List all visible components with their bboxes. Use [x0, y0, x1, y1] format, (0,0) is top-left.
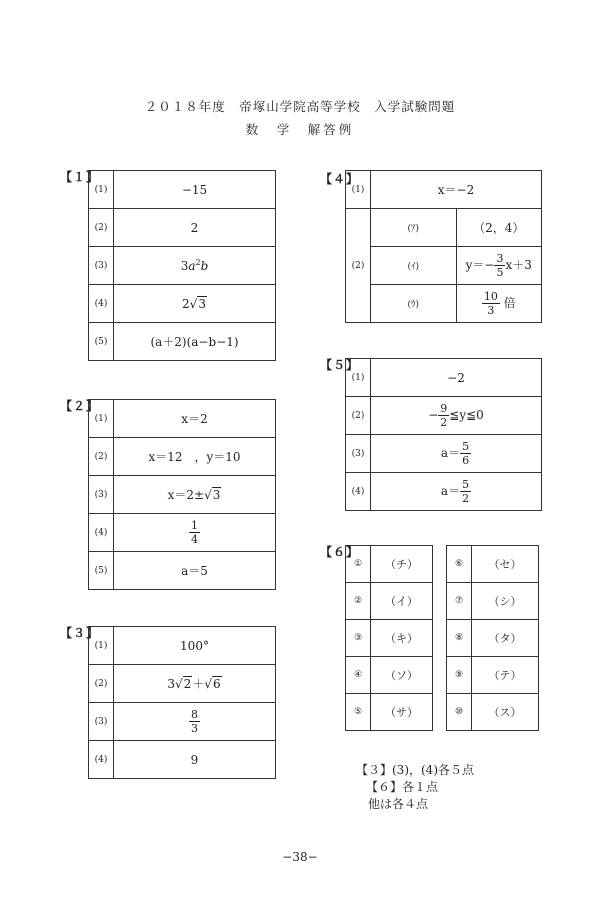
denominator: 4 [191, 533, 198, 546]
answer-value [456, 285, 542, 323]
question-number: (3) [89, 476, 114, 514]
table-row [89, 703, 276, 741]
question-number: ⑥ [447, 546, 472, 583]
question-number: (1) [346, 171, 371, 209]
square-root: √6 [204, 677, 221, 691]
table-row [89, 741, 276, 779]
exponent: 2 [195, 258, 201, 267]
question-number: (4) [89, 514, 114, 552]
question-number: ① [346, 546, 371, 583]
numerator: 3 [496, 252, 504, 265]
table-row [346, 435, 542, 473]
section-6-label: 【６】 [320, 545, 360, 559]
question-number: (5) [89, 552, 114, 590]
answer-value: （テ） [472, 657, 539, 694]
denominator: 3 [191, 722, 198, 735]
question-number: (3) [89, 247, 114, 285]
answer-value: 100° [114, 627, 276, 665]
section-2-table [88, 399, 276, 590]
section-6-left-table [345, 545, 433, 731]
sub-question-label: (ｱ) [371, 209, 457, 247]
answer-prefix: x＝2± [167, 488, 205, 502]
table-row [89, 171, 276, 209]
answer-suffix: 倍 [503, 296, 516, 310]
answer-value: （チ） [371, 546, 433, 583]
question-number: ⑧ [447, 620, 472, 657]
fraction [189, 520, 200, 545]
question-number: ⑤ [346, 694, 371, 731]
answer-value: 9 [114, 741, 276, 779]
radicand: 3 [212, 488, 221, 502]
answer-value: −15 [114, 171, 276, 209]
answer-value: x＝12 ，y＝10 [114, 438, 276, 476]
table-row [346, 171, 542, 209]
fraction [460, 479, 471, 504]
answer-prefix: − [428, 408, 439, 422]
radicand: 3 [198, 296, 206, 311]
square-root: √3 [189, 296, 206, 311]
denominator: 6 [462, 454, 470, 467]
answer-value: −2 [371, 359, 542, 397]
sub-question-label: (ｲ) [371, 247, 457, 285]
answer-value [114, 285, 276, 323]
table-row [447, 657, 539, 694]
question-number: (1) [89, 171, 114, 209]
fraction [438, 403, 449, 428]
answer-value: x＝2 [114, 400, 276, 438]
answer-value: x＝−2 [371, 171, 542, 209]
table-row [89, 209, 276, 247]
table-row [89, 514, 276, 552]
answer-value: (a＋2)(a−b−1) [114, 323, 276, 361]
table-row [346, 397, 542, 435]
answer-value: （タ） [472, 620, 539, 657]
scoring-note: 【３】(3)，(4)各５点 [356, 763, 474, 777]
numerator: 1 [191, 519, 198, 532]
table-row [447, 620, 539, 657]
radicand: 2 [183, 677, 192, 691]
scoring-notes [356, 762, 474, 813]
table-row [89, 285, 276, 323]
question-number: ⑨ [447, 657, 472, 694]
question-number: ⑩ [447, 694, 472, 731]
answer-value: （2，4） [456, 209, 542, 247]
table-row [89, 400, 276, 438]
answer-value: a＝5 [114, 552, 276, 590]
table-row [89, 247, 276, 285]
answer-prefix: y＝− [465, 258, 495, 272]
answer-value: （キ） [371, 620, 433, 657]
square-root: √2 [175, 677, 192, 691]
numerator: 5 [462, 478, 470, 491]
denominator: 5 [496, 266, 504, 279]
variable-b: b [200, 259, 209, 273]
section-4-label: 【４】 [320, 172, 360, 186]
answer-prefix: a＝ [440, 446, 461, 460]
section-3-label: 【３】 [60, 626, 100, 640]
question-number: (2) [346, 209, 371, 323]
table-row [89, 627, 276, 665]
table-row [346, 583, 433, 620]
coefficient: 2 [182, 296, 190, 311]
table-row [346, 657, 433, 694]
table-row [447, 694, 539, 731]
answer-suffix: ≦y≦0 [449, 408, 484, 422]
question-number: (1) [346, 359, 371, 397]
section-3-table [88, 626, 276, 779]
question-number: (4) [346, 473, 371, 511]
answer-value [371, 473, 542, 511]
table-row [89, 552, 276, 590]
answer-value [114, 665, 276, 703]
fraction [494, 253, 505, 278]
variable-a: a [188, 259, 196, 273]
answer-value [114, 476, 276, 514]
answer-value: （サ） [371, 694, 433, 731]
answer-suffix: x＋3 [505, 258, 532, 272]
table-row [346, 620, 433, 657]
table-row [346, 247, 542, 285]
table-row [346, 359, 542, 397]
scoring-note: 【６】各１点 [366, 780, 439, 794]
answer-value: （セ） [472, 546, 539, 583]
fraction [482, 291, 500, 316]
table-row [346, 209, 542, 247]
question-number: (3) [89, 703, 114, 741]
fraction [189, 709, 200, 734]
sub-question-label: (ｳ) [371, 285, 457, 323]
denominator: 2 [440, 416, 448, 429]
exam-subtitle: 数 学 解答例 [245, 122, 355, 137]
question-number: (1) [89, 627, 114, 665]
denominator: 2 [462, 492, 470, 505]
table-row [89, 665, 276, 703]
section-4-table [345, 170, 542, 323]
coefficient: 3 [167, 677, 176, 691]
question-number: (1) [89, 400, 114, 438]
numerator: 9 [440, 402, 448, 415]
question-number: (4) [89, 741, 114, 779]
question-number: (2) [89, 438, 114, 476]
answer-value [114, 247, 276, 285]
answer-value [456, 247, 542, 285]
answer-value [114, 514, 276, 552]
section-2-label: 【２】 [60, 399, 100, 413]
numerator: 5 [462, 440, 470, 453]
answer-value: 2 [114, 209, 276, 247]
answer-prefix: a＝ [440, 484, 461, 498]
answer-value: （イ） [371, 583, 433, 620]
answer-value: （ソ） [371, 657, 433, 694]
denominator: 3 [487, 304, 495, 317]
table-row [346, 473, 542, 511]
question-number: (4) [89, 285, 114, 323]
table-row [89, 476, 276, 514]
fraction [460, 441, 471, 466]
table-row [447, 583, 539, 620]
plus-sign: ＋ [192, 677, 205, 691]
scoring-note: 他は各４点 [368, 797, 429, 811]
section-6-right-table [446, 545, 539, 731]
table-row [89, 438, 276, 476]
question-number: ④ [346, 657, 371, 694]
question-number: (2) [346, 397, 371, 435]
table-row [346, 285, 542, 323]
radicand: 6 [212, 677, 221, 691]
numerator: 8 [191, 708, 198, 721]
question-number: (5) [89, 323, 114, 361]
question-number: ⑦ [447, 583, 472, 620]
question-number: (2) [89, 665, 114, 703]
section-5-table [345, 358, 542, 511]
square-root: √3 [204, 488, 221, 502]
section-1-table [88, 170, 276, 361]
section-1-label: 【１】 [60, 170, 100, 184]
answer-value [371, 397, 542, 435]
section-5-label: 【５】 [320, 358, 360, 372]
answer-value: （シ） [472, 583, 539, 620]
answer-value [114, 703, 276, 741]
question-number: ② [346, 583, 371, 620]
question-number: ③ [346, 620, 371, 657]
coefficient: 3 [180, 259, 189, 273]
page-number: −38− [282, 850, 318, 864]
answer-value: （ス） [472, 694, 539, 731]
table-row [346, 546, 433, 583]
table-row [89, 323, 276, 361]
exam-title: ２０１８年度 帝塚山学院高等学校 入学試験問題 [144, 99, 456, 114]
table-row [346, 694, 433, 731]
question-number: (2) [89, 209, 114, 247]
answer-value [371, 435, 542, 473]
question-number: (3) [346, 435, 371, 473]
numerator: 10 [483, 290, 498, 303]
table-row [447, 546, 539, 583]
